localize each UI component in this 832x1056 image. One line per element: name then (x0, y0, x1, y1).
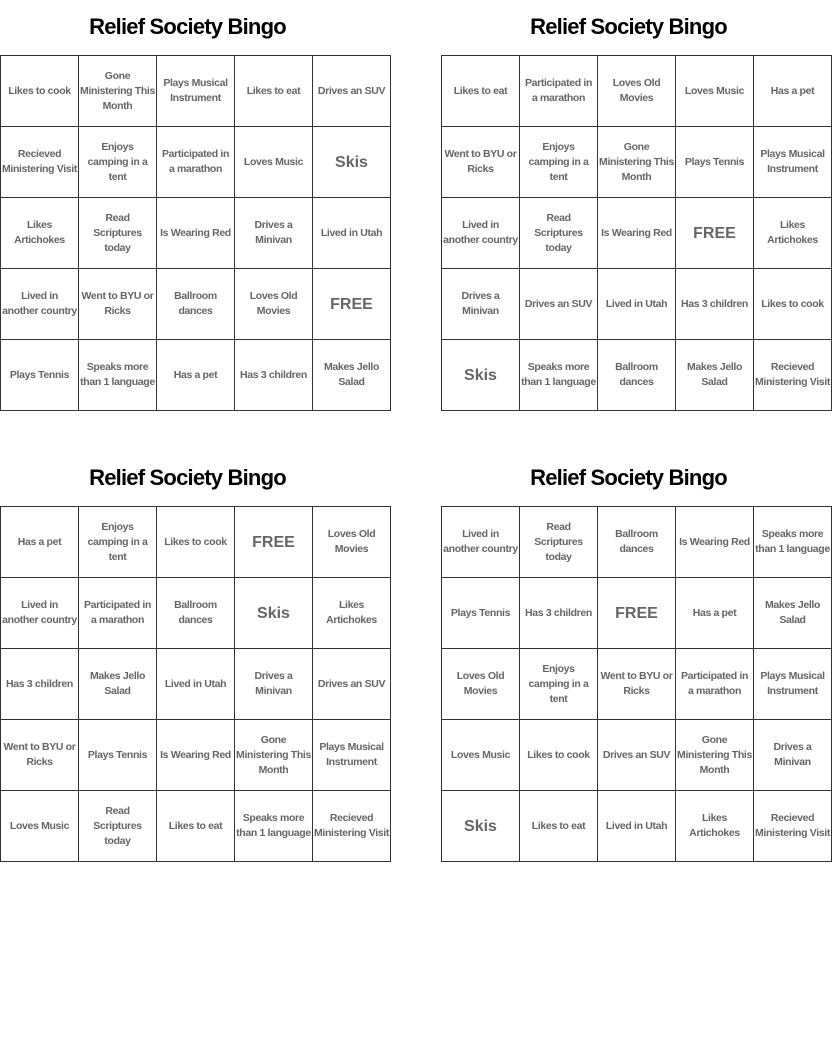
grid-cell: Likes to eat (520, 791, 598, 862)
grid-cell: Likes Artichokes (1, 198, 79, 269)
grid-cell: Is Wearing Red (157, 720, 235, 791)
grid-row (1, 127, 391, 198)
grid-cell: Plays Musical Instrument (313, 720, 391, 791)
grid-cell: Speaks more than 1 language (79, 340, 157, 411)
grid-cell: Went to BYU or Ricks (79, 269, 157, 340)
grid-cell: Loves Old Movies (598, 56, 676, 127)
grid-cell: Has 3 children (676, 269, 754, 340)
grid-cell: Lived in another country (442, 507, 520, 578)
grid-cell: Has a pet (1, 507, 79, 578)
grid-cell: FREE (313, 269, 391, 340)
grid-row (442, 791, 832, 862)
grid-cell: Participated in a marathon (157, 127, 235, 198)
grid-cell: Drives an SUV (520, 269, 598, 340)
grid-cell: Plays Tennis (1, 340, 79, 411)
grid-cell: Loves Music (676, 56, 754, 127)
grid-cell: Makes Jello Salad (676, 340, 754, 411)
grid-cell: Plays Musical Instrument (754, 649, 832, 720)
grid-cell: Speaks more than 1 language (754, 507, 832, 578)
grid-cell: Likes to cook (157, 507, 235, 578)
grid-row (442, 127, 832, 198)
grid-row (1, 198, 391, 269)
grid-cell: Gone Ministering This Month (235, 720, 313, 791)
grid-cell: Read Scriptures today (79, 198, 157, 269)
grid-cell: Speaks more than 1 language (235, 791, 313, 862)
grid-cell: Makes Jello Salad (313, 340, 391, 411)
grid-cell: Likes Artichokes (313, 578, 391, 649)
bingo-grid (441, 506, 832, 862)
grid-cell: Skis (313, 127, 391, 198)
grid-cell: Lived in another country (1, 578, 79, 649)
grid-cell: Drives an SUV (598, 720, 676, 791)
grid-cell: Lived in another country (442, 198, 520, 269)
grid-cell: Likes to eat (442, 56, 520, 127)
grid-cell: Lived in Utah (313, 198, 391, 269)
grid-cell: Skis (442, 791, 520, 862)
card-title: Relief Society Bingo (89, 465, 286, 490)
grid-row (1, 720, 391, 791)
grid-cell: Lived in Utah (598, 269, 676, 340)
grid-cell: Went to BYU or Ricks (1, 720, 79, 791)
grid-cell: Plays Tennis (442, 578, 520, 649)
grid-cell: Loves Music (235, 127, 313, 198)
grid-cell: Read Scriptures today (520, 198, 598, 269)
grid-cell: FREE (598, 578, 676, 649)
grid-cell: Ballroom dances (157, 578, 235, 649)
grid-cell: Is Wearing Red (157, 198, 235, 269)
grid-cell: Makes Jello Salad (79, 649, 157, 720)
grid-cell: Went to BYU or Ricks (442, 127, 520, 198)
grid-cell: Drives a Minivan (235, 198, 313, 269)
grid-row (1, 791, 391, 862)
grid-cell: Read Scriptures today (520, 507, 598, 578)
bingo-grid (441, 55, 832, 411)
grid-cell: Makes Jello Salad (754, 578, 832, 649)
grid-cell: Enjoys camping in a tent (520, 127, 598, 198)
grid-row (442, 578, 832, 649)
card-title: Relief Society Bingo (89, 14, 286, 39)
card-title: Relief Society Bingo (530, 465, 727, 490)
grid-cell: Plays Tennis (676, 127, 754, 198)
grid-cell: Participated in a marathon (676, 649, 754, 720)
grid-cell: Speaks more than 1 language (520, 340, 598, 411)
grid-cell: Likes to cook (520, 720, 598, 791)
grid-cell: Ballroom dances (598, 507, 676, 578)
grid-cell: Gone Ministering This Month (676, 720, 754, 791)
grid-cell: Plays Musical Instrument (754, 127, 832, 198)
grid-row (1, 269, 391, 340)
bingo-grid (0, 55, 391, 411)
grid-cell: Likes to eat (235, 56, 313, 127)
grid-cell: Participated in a marathon (79, 578, 157, 649)
grid-cell: Has a pet (754, 56, 832, 127)
grid-cell: Has a pet (157, 340, 235, 411)
grid-cell: Is Wearing Red (676, 507, 754, 578)
grid-cell: Lived in Utah (598, 791, 676, 862)
grid-cell: Likes Artichokes (676, 791, 754, 862)
grid-cell: Skis (235, 578, 313, 649)
grid-cell: Gone Ministering This Month (79, 56, 157, 127)
grid-row (442, 198, 832, 269)
grid-row (1, 340, 391, 411)
grid-row (442, 340, 832, 411)
grid-cell: Has 3 children (520, 578, 598, 649)
grid-cell: Has a pet (676, 578, 754, 649)
grid-row (442, 720, 832, 791)
grid-row (442, 649, 832, 720)
grid-cell: Loves Old Movies (313, 507, 391, 578)
grid-cell: Lived in another country (1, 269, 79, 340)
grid-row (1, 649, 391, 720)
grid-cell: Enjoys camping in a tent (79, 507, 157, 578)
grid-row (1, 56, 391, 127)
grid-cell: Drives an SUV (313, 56, 391, 127)
grid-cell: Likes to eat (157, 791, 235, 862)
grid-cell: Likes to cook (1, 56, 79, 127)
grid-cell: Has 3 children (235, 340, 313, 411)
grid-row (442, 56, 832, 127)
grid-cell: Is Wearing Red (598, 198, 676, 269)
grid-cell: Drives a Minivan (235, 649, 313, 720)
grid-cell: Drives an SUV (313, 649, 391, 720)
grid-row (442, 507, 832, 578)
grid-cell: Loves Music (1, 791, 79, 862)
grid-cell: Likes Artichokes (754, 198, 832, 269)
grid-cell: Loves Music (442, 720, 520, 791)
grid-cell: Ballroom dances (598, 340, 676, 411)
grid-cell: Read Scriptures today (79, 791, 157, 862)
grid-cell: Recieved Ministering Visit (754, 340, 832, 411)
grid-cell: Ballroom dances (157, 269, 235, 340)
grid-cell: Drives a Minivan (754, 720, 832, 791)
grid-cell: Enjoys camping in a tent (79, 127, 157, 198)
grid-cell: Plays Musical Instrument (157, 56, 235, 127)
grid-cell: Went to BYU or Ricks (598, 649, 676, 720)
grid-cell: Lived in Utah (157, 649, 235, 720)
grid-row (1, 507, 391, 578)
grid-cell: Recieved Ministering Visit (754, 791, 832, 862)
grid-cell: FREE (235, 507, 313, 578)
grid-cell: Gone Ministering This Month (598, 127, 676, 198)
grid-cell: Likes to cook (754, 269, 832, 340)
grid-cell: Enjoys camping in a tent (520, 649, 598, 720)
grid-row (1, 578, 391, 649)
grid-cell: FREE (676, 198, 754, 269)
grid-cell: Plays Tennis (79, 720, 157, 791)
grid-cell: Skis (442, 340, 520, 411)
grid-cell: Loves Old Movies (442, 649, 520, 720)
grid-cell: Drives a Minivan (442, 269, 520, 340)
grid-cell: Loves Old Movies (235, 269, 313, 340)
grid-cell: Has 3 children (1, 649, 79, 720)
grid-cell: Recieved Ministering Visit (313, 791, 391, 862)
grid-cell: Recieved Ministering Visit (1, 127, 79, 198)
card-title: Relief Society Bingo (530, 14, 727, 39)
grid-cell: Participated in a marathon (520, 56, 598, 127)
bingo-grid (0, 506, 391, 862)
grid-row (442, 269, 832, 340)
